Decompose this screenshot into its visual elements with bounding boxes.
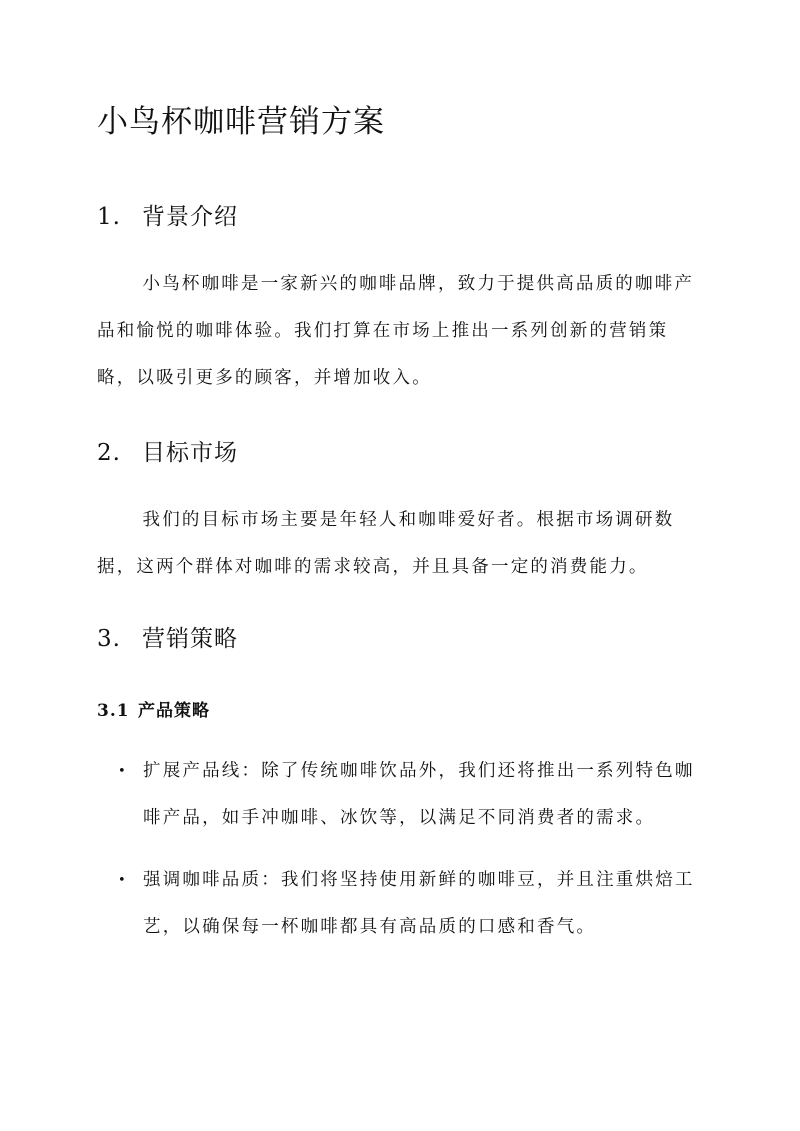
section-1-paragraph [97,261,705,402]
list-item-text: 强调咖啡品质：我们将坚持使用新鲜的咖啡豆，并且注重烘焙工艺，以确保每一杯咖啡都具有高品质的口感和香气。 [143,870,695,937]
list-item [113,857,703,951]
section-3-heading [97,620,238,653]
subsection-3-1-title: 产品策略 [138,701,210,721]
list-item-text: 扩展产品线：除了传统咖啡饮品外，我们还将推出一系列特色咖啡产品，如手冲咖啡、冰饮等，以满足不同消费者的需求。 [143,761,695,828]
section-3-number: 3. [97,626,121,652]
section-1-body: 小鸟杯咖啡是一家新兴的咖啡品牌，致力于提供高品质的咖啡产品和愉悦的咖啡体验。我们打算在市场上推出一系列创新的营销策略，以吸引更多的顾客，并增加收入。 [97,274,695,388]
document-title: 小鸟杯咖啡营销方案 [97,104,385,140]
section-2-body: 我们的目标市场主要是年轻人和咖啡爱好者。根据市场调研数据，这两个群体对咖啡的需求较高，并且具备一定的消费能力。 [97,510,675,577]
section-1-title: 背景介绍 [142,204,238,230]
section-1-number: 1. [97,204,121,230]
bullet-icon: • [118,873,128,888]
subsection-3-1-heading [97,696,210,721]
section-2-title: 目标市场 [142,440,238,466]
section-1-heading [97,198,238,231]
section-3-title: 营销策略 [142,626,238,652]
section-2-paragraph [97,497,705,591]
list-item [113,748,703,842]
bullet-icon: • [118,764,128,779]
section-2-number: 2. [97,440,121,466]
section-2-heading [97,434,238,467]
subsection-3-1-number: 3.1 [97,701,130,721]
product-strategy-list [113,748,703,966]
